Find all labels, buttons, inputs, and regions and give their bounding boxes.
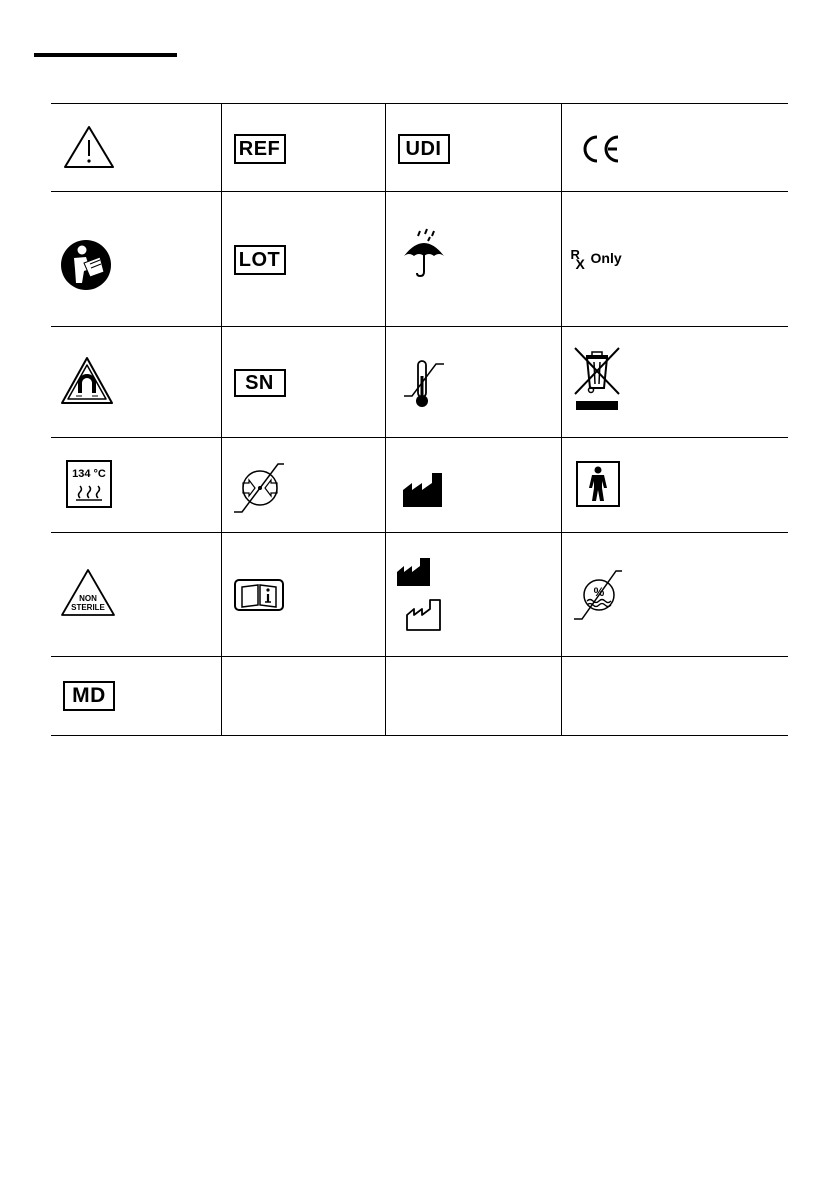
table-row [51, 657, 788, 736]
sterile-label: STERILE [71, 603, 105, 612]
mr-unsafe-magnet-icon [60, 356, 114, 406]
table-cell [385, 438, 561, 533]
autoclave-temperature-label: 134 °C [72, 468, 106, 480]
table-cell [561, 104, 788, 192]
table-row [51, 533, 788, 657]
table-cell [51, 533, 221, 657]
table-cell [221, 327, 385, 438]
table-cell [561, 657, 788, 736]
manufacturer-filled-icon [396, 557, 432, 587]
table-cell [51, 327, 221, 438]
table-cell [561, 533, 788, 657]
table-cell [51, 192, 221, 327]
table-cell [385, 533, 561, 657]
temperature-limit-icon [402, 356, 446, 412]
udi-symbol: UDI [398, 134, 450, 164]
table-cell [51, 657, 221, 736]
table-row [51, 327, 788, 438]
table-cell [561, 438, 788, 533]
table-cell [385, 327, 561, 438]
read-manual-icon [60, 239, 112, 291]
ref-symbol: REF [234, 134, 286, 164]
keep-dry-umbrella-icon [402, 228, 446, 278]
table-row [51, 192, 788, 327]
date-of-manufacture-icon [406, 599, 442, 631]
svg-text:%: % [593, 585, 604, 599]
autoclavable-134c-icon [66, 460, 112, 508]
table-cell [221, 192, 385, 327]
consult-instructions-icon [234, 579, 284, 611]
humidity-limit-icon [574, 567, 624, 623]
table-cell [221, 104, 385, 192]
type-bf-applied-part-icon [576, 461, 620, 507]
non-sterile-icon [60, 568, 116, 618]
atmospheric-pressure-limit-icon [234, 462, 286, 514]
table-cell: R X Only [561, 192, 788, 327]
table-cell [221, 438, 385, 533]
table-cell [51, 104, 221, 192]
symbols-table [51, 103, 788, 736]
table-cell [221, 657, 385, 736]
section-title-rule [34, 53, 177, 57]
medical-device-symbol: MD [63, 681, 115, 711]
table-row [51, 438, 788, 533]
lot-symbol: LOT [234, 245, 286, 275]
manufacturer-icon [402, 472, 444, 508]
table-cell [385, 104, 561, 192]
table-cell [561, 327, 788, 438]
non-label: NON [79, 594, 97, 603]
table-cell [51, 438, 221, 533]
serial-number-symbol: SN [234, 369, 286, 397]
warning-icon [63, 125, 115, 169]
ce-mark-icon [578, 134, 622, 164]
weee-bin-icon [572, 346, 622, 414]
table-cell [221, 533, 385, 657]
table-cell [385, 192, 561, 327]
table-cell [385, 657, 561, 736]
table-row [51, 104, 788, 192]
